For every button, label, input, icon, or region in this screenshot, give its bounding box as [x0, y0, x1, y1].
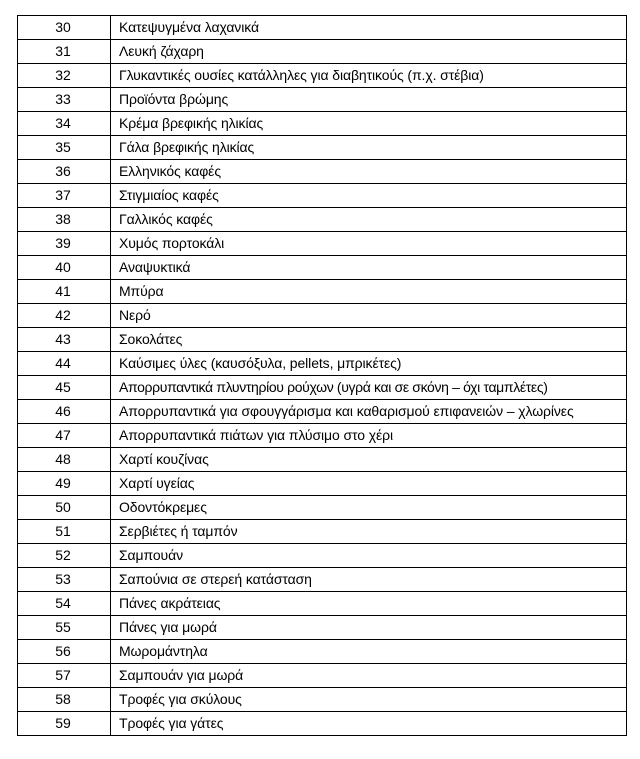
row-number: 32	[18, 64, 111, 88]
row-number: 57	[18, 664, 111, 688]
row-number: 49	[18, 472, 111, 496]
row-number: 52	[18, 544, 111, 568]
table-row	[18, 712, 627, 736]
table-row	[18, 688, 627, 712]
row-item: Χαρτί κουζίνας	[111, 448, 627, 472]
row-number: 40	[18, 256, 111, 280]
row-item: Στιγμιαίος καφές	[111, 184, 627, 208]
row-item: Πάνες για μωρά	[111, 616, 627, 640]
product-list-table	[17, 15, 627, 736]
row-item: Σαμπουάν για μωρά	[111, 664, 627, 688]
row-item: Σερβιέτες ή ταμπόν	[111, 520, 627, 544]
row-item: Σαμπουάν	[111, 544, 627, 568]
table-row	[18, 448, 627, 472]
row-number: 53	[18, 568, 111, 592]
table-row	[18, 280, 627, 304]
row-number: 30	[18, 16, 111, 40]
table-row	[18, 640, 627, 664]
row-item: Πάνες ακράτειας	[111, 592, 627, 616]
row-item: Τροφές για γάτες	[111, 712, 627, 736]
table-row	[18, 160, 627, 184]
row-number: 38	[18, 208, 111, 232]
row-item: Κατεψυγμένα λαχανικά	[111, 16, 627, 40]
table-row	[18, 304, 627, 328]
table-row	[18, 64, 627, 88]
row-item: Λευκή ζάχαρη	[111, 40, 627, 64]
row-number: 45	[18, 376, 111, 400]
table-row	[18, 664, 627, 688]
row-number: 42	[18, 304, 111, 328]
table-row	[18, 328, 627, 352]
row-item: Καύσιμες ύλες (καυσόξυλα, pellets, μπρικέτες)	[111, 352, 627, 376]
row-number: 35	[18, 136, 111, 160]
row-item: Σαπούνια σε στερεή κατάσταση	[111, 568, 627, 592]
row-item: Μωρομάντηλα	[111, 640, 627, 664]
row-number: 54	[18, 592, 111, 616]
row-item: Απορρυπαντικά πιάτων για πλύσιμο στο χέρι	[111, 424, 627, 448]
table-row	[18, 232, 627, 256]
table-row	[18, 184, 627, 208]
row-item: Προϊόντα βρώμης	[111, 88, 627, 112]
row-item: Αναψυκτικά	[111, 256, 627, 280]
row-number: 41	[18, 280, 111, 304]
row-number: 56	[18, 640, 111, 664]
table-row	[18, 376, 627, 400]
table-row	[18, 568, 627, 592]
row-number: 58	[18, 688, 111, 712]
table-row	[18, 424, 627, 448]
row-item: Νερό	[111, 304, 627, 328]
row-number: 46	[18, 400, 111, 424]
table-row	[18, 40, 627, 64]
table-row	[18, 208, 627, 232]
row-item: Σοκολάτες	[111, 328, 627, 352]
row-item: Χαρτί υγείας	[111, 472, 627, 496]
table-row	[18, 472, 627, 496]
row-number: 31	[18, 40, 111, 64]
row-number: 34	[18, 112, 111, 136]
table-row	[18, 136, 627, 160]
row-number: 55	[18, 616, 111, 640]
table-row	[18, 352, 627, 376]
row-item: Μπύρα	[111, 280, 627, 304]
table-row	[18, 592, 627, 616]
row-number: 43	[18, 328, 111, 352]
row-number: 47	[18, 424, 111, 448]
row-number: 50	[18, 496, 111, 520]
row-number: 51	[18, 520, 111, 544]
table-row	[18, 616, 627, 640]
table-row	[18, 544, 627, 568]
row-item: Γάλα βρεφικής ηλικίας	[111, 136, 627, 160]
table-row	[18, 16, 627, 40]
row-number: 37	[18, 184, 111, 208]
row-item: Ελληνικός καφές	[111, 160, 627, 184]
row-item: Απορρυπαντικά για σφουγγάρισμα και καθαρισμού επιφανειών – χλωρίνες	[111, 400, 627, 424]
row-number: 36	[18, 160, 111, 184]
row-number: 59	[18, 712, 111, 736]
table-row	[18, 520, 627, 544]
row-number: 44	[18, 352, 111, 376]
row-item: Χυμός πορτοκάλι	[111, 232, 627, 256]
table-row	[18, 256, 627, 280]
table-row	[18, 496, 627, 520]
row-item: Απορρυπαντικά πλυντηρίου ρούχων (υγρά και σε σκόνη – όχι ταμπλέτες)	[111, 376, 627, 400]
row-item: Κρέμα βρεφικής ηλικίας	[111, 112, 627, 136]
row-item: Τροφές για σκύλους	[111, 688, 627, 712]
row-number: 48	[18, 448, 111, 472]
row-number: 33	[18, 88, 111, 112]
row-item: Γλυκαντικές ουσίες κατάλληλες για διαβητικούς (π.χ. στέβια)	[111, 64, 627, 88]
table-row	[18, 112, 627, 136]
row-item: Γαλλικός καφές	[111, 208, 627, 232]
row-item: Οδοντόκρεμες	[111, 496, 627, 520]
table-row	[18, 400, 627, 424]
table-row	[18, 88, 627, 112]
row-number: 39	[18, 232, 111, 256]
